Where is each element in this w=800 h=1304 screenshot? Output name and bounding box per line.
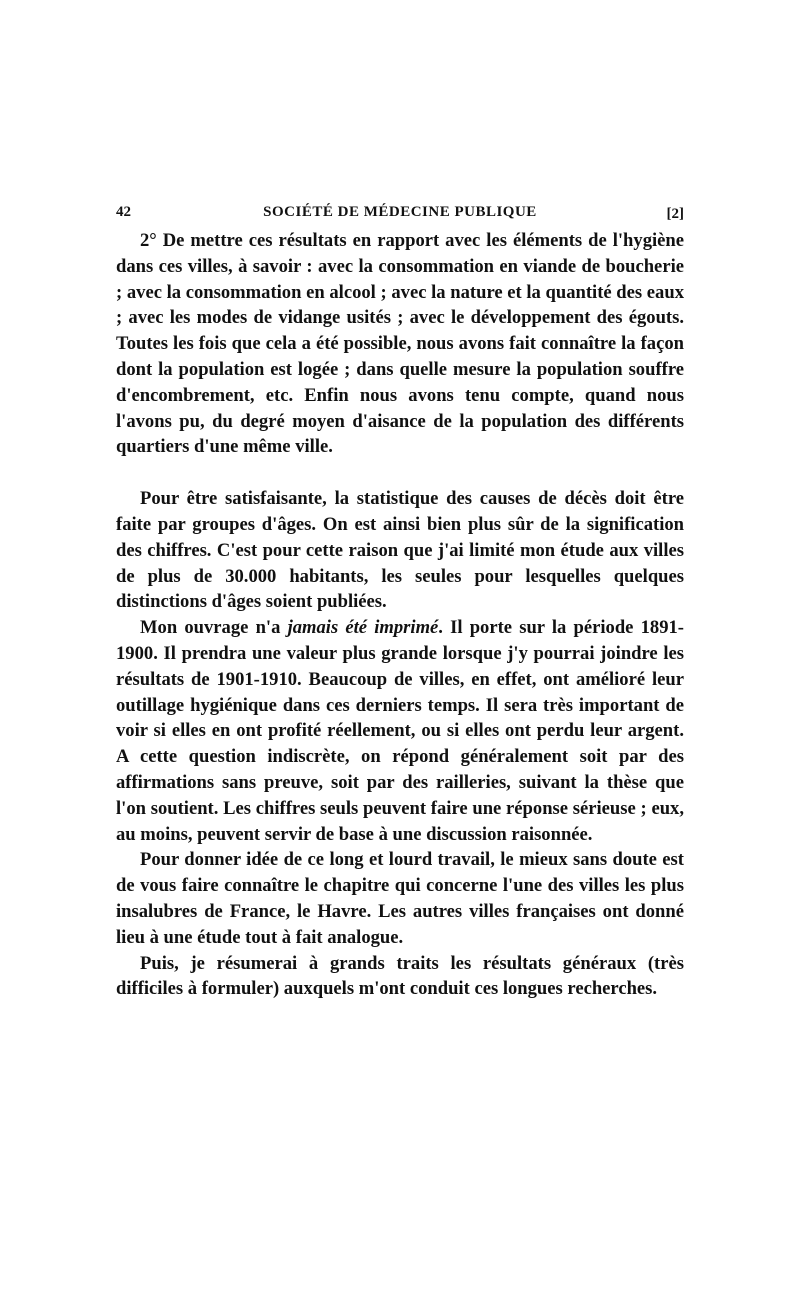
italic-emphasis: jamais été imprimé: [287, 617, 439, 639]
paragraph-unpublished-work: [116, 615, 684, 847]
book-page: [116, 198, 684, 1002]
paragraph-hygiene-elements: 2° De mettre ces résultats en rapport avec les éléments de l'hygiène dans ces villes, à savoir : avec la consommation en viande de boucherie ; avec la consommation en alcool ; avec la nature et la quantité des eaux ; avec les modes de vidange usités ; avec le développement des égouts. Toutes les fois que cela a été possible, nous avons fait connaître la façon dont la population est logée ; dans quelle mesure la population souffre d'encombrement, etc. Enfin nous avons tenu compte, quand nous l'avons pu, du degré moyen d'aisance de la population des différents quartiers d'une même ville.: [116, 230, 684, 458]
paragraph-summary: Puis, je résumerai à grands traits les résultats généraux (très difficiles à formuler) auxquels m'ont conduit ces longues recherches.: [116, 952, 684, 1000]
paragraph-text: Mon ouvrage n'a: [140, 617, 288, 639]
running-title: SOCIÉTÉ DE MÉDECINE PUBLIQUE: [263, 204, 537, 220]
paragraph-le-havre: Pour donner idée de ce long et lourd travail, le mieux sans doute est de vous faire connaître le chapitre qui concerne l'une des villes les plus insalubres de France, le Havre. Les autres villes françaises ont donné lieu à une étude tout à fait analogue.: [116, 849, 684, 948]
paragraph-spacer: [116, 460, 684, 486]
paragraph-text: . Il porte sur la période 1891-1900. Il prendra une valeur plus grande lorsque j'y pourrai joindre les résultats de 1901-1910. Beaucoup de villes, en effet, ont amélioré leur outillage hygiénique dans ces derniers temps. Il sera très important de voir si elles en ont profité réellement, ou si elles ont perdu leur argent. A cette question indiscrète, on répond généralement soit par des affirmations sans preuve, soit par des railleries, suivant la thèse que l'on soutient. Les chiffres seuls peuvent faire une réponse sérieuse ; eux, au moins, peuvent servir de base à une discussion raisonnée.: [116, 617, 684, 845]
running-head: [116, 198, 684, 228]
paragraph-age-groups: Pour être satisfaisante, la statistique des causes de décès doit être faite par groupes d'âges. On est ainsi bien plus sûr de la signification des chiffres. C'est pour cette raison que j'ai limité mon étude aux villes de plus de 30.000 habitants, les seules pour lesquelles quelques distinctions d'âges soient publiées.: [116, 488, 684, 613]
signature-mark: [2]: [666, 206, 684, 222]
page-number: 42: [116, 204, 131, 220]
